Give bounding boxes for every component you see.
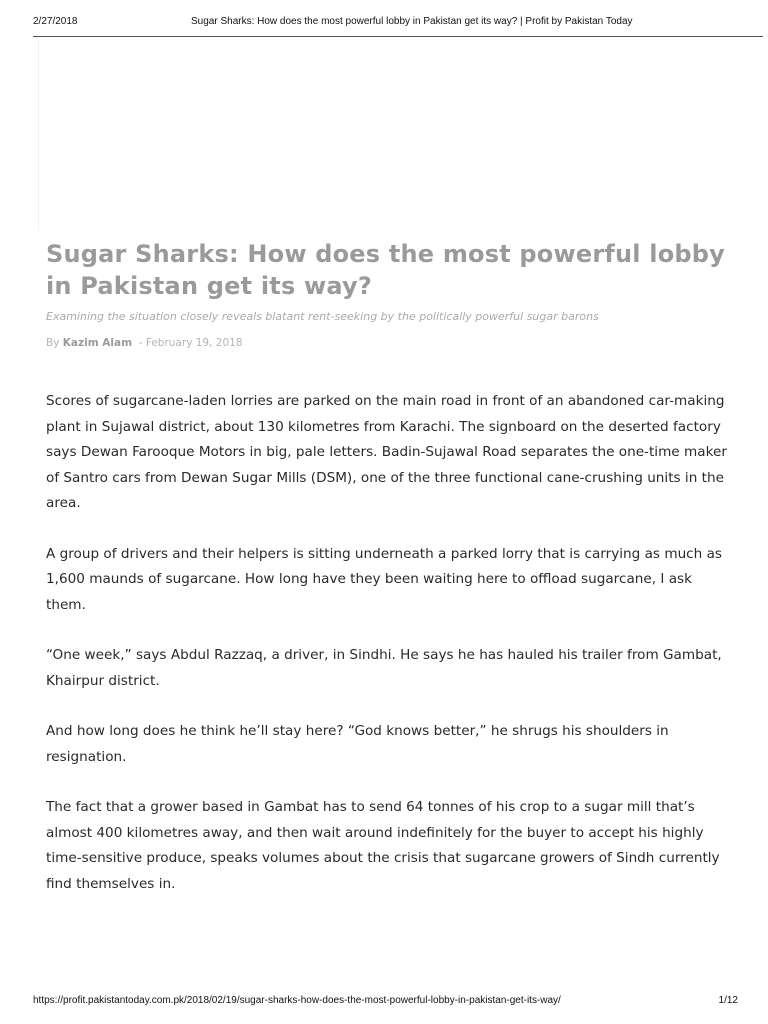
article-subtitle: Examining the situation closely reveals blatant rent-seeking by the politically powerful sugar barons: [46, 310, 599, 323]
article-title: Sugar Sharks: How does the most powerful lobby in Pakistan get its way?: [46, 240, 726, 300]
print-page-title: Sugar Sharks: How does the most powerful lobby in Pakistan get its way? | Profit by Pakistan Today: [191, 16, 633, 27]
print-header: [33, 16, 738, 36]
byline-separator: -: [138, 337, 143, 349]
byline-prefix: By: [46, 337, 60, 349]
author-link[interactable]: Kazim Alam: [62, 337, 133, 349]
article-paragraph: The fact that a grower based in Gambat has to send 64 tonnes of his crop to a sugar mill that’s almost 400 kilometres away, and then wait around indefinitely for the buyer to accept his highly time-sensitive produce, speaks volumes about the crisis that sugarcane growers of Sindh currently find themselves in.: [46, 799, 720, 892]
article-paragraph: Scores of sugarcane-laden lorries are parked on the main road in front of an abandoned car-making plant in Sujawal district, about 130 kilometres from Karachi. The signboard on the deserted factory says Dewan Farooque Motors in big, pale letters. Badin-Sujawal Road separates the one-time maker of Santro cars from Dewan Sugar Mills (DSM), one of the three functional cane-crushing units in the area.: [46, 393, 727, 511]
featured-image-placeholder: [38, 40, 736, 230]
page-url: https://profit.pakistantoday.com.pk/2018/02/19/sugar-sharks-how-does-the-most-powerful-lobby-in-pakistan-get-its-way/: [33, 995, 561, 1006]
article-paragraph: A group of drivers and their helpers is sitting underneath a parked lorry that is carrying as much as 1,600 maunds of sugarcane. How long have they been waiting here to offload sugarcane, I ask them.: [46, 545, 723, 613]
article-paragraph: And how long does he think he’ll stay here? “God knows better,” he shrugs his shoulders in resignation.: [46, 723, 669, 765]
article-body: [46, 389, 736, 922]
header-divider: [33, 36, 763, 37]
publish-date: February 19, 2018: [145, 337, 243, 349]
byline: [46, 337, 243, 349]
article-paragraph: “One week,” says Abdul Razzaq, a driver, in Sindhi. He says he has hauled his trailer from Gambat, Khairpur district.: [46, 647, 722, 689]
print-date: 2/27/2018: [33, 16, 78, 27]
page-number: 1/12: [718, 995, 738, 1006]
